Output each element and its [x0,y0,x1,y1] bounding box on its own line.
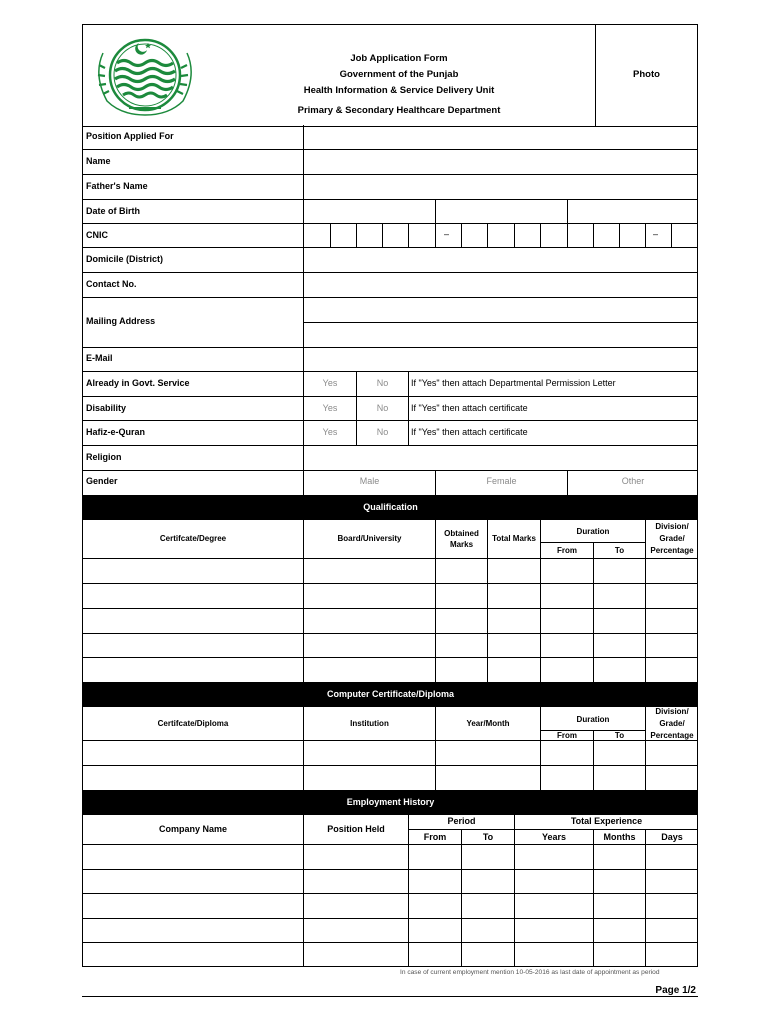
col-company-name: Company Name [158,824,228,834]
label-position-applied: Position Applied For [86,131,174,141]
col-position-held: Position Held [327,824,385,834]
col-grade: Grade/ [659,534,685,543]
position-applied-input[interactable] [304,126,698,149]
label-domicile: Domicile (District) [86,254,164,264]
row-line [83,844,698,845]
label-religion: Religion [86,452,122,462]
row-line [83,420,698,421]
cnic-dash: – [653,229,659,239]
col-total-experience: Total Experience [570,816,643,826]
label-hafiz-e-quran: Hafiz-e-Quran [86,427,146,437]
row-line [83,942,698,943]
employment-history-heading: Employment History [83,790,698,815]
row-line [83,371,698,372]
label-contact: Contact No. [86,279,137,289]
yes-no-divider [408,371,409,445]
domicile-input[interactable] [304,248,698,272]
punjab-government-logo [89,31,197,119]
label-gender: Gender [86,476,118,486]
col-months: Months [603,832,636,842]
gender-male[interactable]: Male [359,476,380,486]
hafiz-note: If "Yes" then attach certificate [411,427,528,437]
label-fathers-name: Father's Name [86,181,148,191]
disability-no[interactable]: No [376,403,389,413]
unit-name: Health Information & Service Delivery Unit [303,85,495,96]
mailing-address-input[interactable] [304,298,698,347]
col-division: Division/ [655,707,689,716]
col-total-marks: Total Marks [492,534,536,543]
gender-other[interactable]: Other [621,476,645,486]
footer-line [82,996,698,997]
gender-female[interactable]: Female [486,476,517,486]
col-from: From [557,546,577,555]
label-govt-service: Already in Govt. Service [86,378,190,388]
col-duration: Duration [576,527,610,536]
qualification-heading: Qualification [83,495,698,520]
date-of-birth-input[interactable] [304,200,698,223]
fathers-name-input[interactable] [304,175,698,199]
col-division: Division/ [655,522,689,531]
label-disability: Disability [86,403,127,413]
hafiz-yes[interactable]: Yes [322,427,338,437]
department-name: Primary & Secondary Healthcare Department [297,105,501,116]
disability-yes[interactable]: Yes [322,403,338,413]
col-duration: Duration [576,715,610,724]
computer-certificate-heading: Computer Certificate/Diploma [83,682,698,707]
col-period: Period [447,816,476,826]
col-line [645,829,646,967]
col-institution: Institution [350,719,389,728]
col-line [461,829,462,967]
row-line [83,869,698,870]
col-to: To [614,731,625,740]
col-days: Days [661,832,683,842]
col-from: From [423,832,447,842]
col-line [593,829,594,967]
col-line [303,815,304,967]
col-to: To [482,832,494,842]
col-certificate-degree: Certifcate/Degree [159,534,227,543]
col-marks: Marks [449,540,474,549]
row-line [83,608,698,609]
col-obtained: Obtained [444,529,479,538]
govt-service-no[interactable]: No [376,378,389,388]
label-email: E-Mail [86,353,113,363]
row-line [83,396,698,397]
period-subline [408,829,698,830]
row-line [83,558,698,559]
photo-label: Photo [633,69,660,80]
label-mailing-address: Mailing Address [86,316,156,326]
row-line [83,633,698,634]
cnic-dash: – [444,229,450,239]
religion-input[interactable] [304,446,698,470]
col-line [303,520,304,682]
row-line [83,765,698,766]
cnic-input[interactable] [304,224,698,247]
label-date-of-birth: Date of Birth [86,206,140,216]
form-titles [203,51,595,119]
email-input[interactable] [304,348,698,371]
govt-service-note: If "Yes" then attach Departmental Permission Letter [411,378,616,388]
col-board-university: Board/University [337,534,402,543]
photo-box[interactable] [595,25,697,126]
form-header [83,25,697,127]
row-line [83,893,698,894]
employment-note: In case of current employment mention 10-05-2016 as last date of appointment as period [400,969,660,976]
col-years: Years [541,832,567,842]
col-percentage: Percentage [650,731,694,740]
col-line [487,520,488,682]
row-line [83,583,698,584]
hafiz-no[interactable]: No [376,427,389,437]
col-year-month: Year/Month [466,719,510,728]
govt-service-yes[interactable]: Yes [322,378,338,388]
contact-input[interactable] [304,273,698,297]
label-cnic: CNIC [86,230,108,240]
col-line [593,542,594,682]
disability-note: If "Yes" then attach certificate [411,403,528,413]
row-line [83,657,698,658]
government-name: Government of the Punjab [339,69,459,80]
row-line [83,918,698,919]
label-name: Name [86,156,111,166]
page-number: Page 1/2 [655,985,696,996]
col-to: To [614,546,625,555]
name-input[interactable] [304,150,698,174]
form-title: Job Application Form [350,53,448,64]
row-line [83,470,698,471]
col-percentage: Percentage [650,546,694,555]
col-certificate-diploma: Certifcate/Diploma [157,719,229,728]
col-grade: Grade/ [659,719,685,728]
col-from: From [557,731,577,740]
